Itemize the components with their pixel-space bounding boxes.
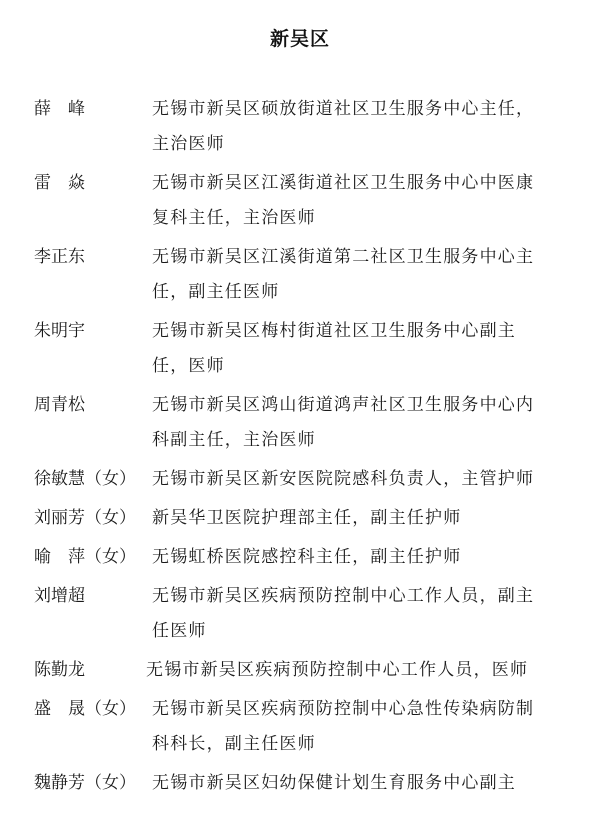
list-item bbox=[0, 92, 600, 162]
person-name: 盛 晟（女） bbox=[34, 699, 136, 719]
person-position: 无锡市新吴区江溪街道第二社区卫生服务中心主任，副主任医师 bbox=[152, 247, 535, 302]
list-item bbox=[0, 501, 600, 536]
person-name: 雷 焱 bbox=[34, 173, 85, 193]
person-name: 李正东 bbox=[34, 247, 85, 267]
person-name: 周青松 bbox=[34, 395, 85, 415]
person-position: 新吴华卫医院护理部主任，副主任护师 bbox=[152, 508, 462, 528]
page-title: 新吴区 bbox=[269, 28, 330, 50]
person-position: 无锡市新吴区硕放街道社区卫生服务中心主任，主治医师 bbox=[152, 99, 535, 154]
person-name: 刘丽芳（女） bbox=[34, 508, 136, 528]
person-position: 无锡虹桥医院感控科主任，副主任护师 bbox=[152, 547, 462, 567]
person-position: 无锡市新吴区妇幼保健计划生育服务中心副主 bbox=[152, 773, 516, 793]
list-item bbox=[0, 388, 600, 458]
person-name: 陈勤龙 bbox=[34, 660, 85, 680]
list-item bbox=[0, 240, 600, 310]
person-name: 喻 萍（女） bbox=[34, 547, 136, 567]
entry-list bbox=[0, 92, 600, 805]
list-item bbox=[0, 166, 600, 236]
list-item bbox=[0, 314, 600, 384]
person-position: 无锡市新吴区疾病预防控制中心工作人员，副主任医师 bbox=[152, 586, 535, 641]
person-name: 刘增超 bbox=[34, 586, 85, 606]
list-item bbox=[0, 766, 600, 801]
list-item bbox=[0, 579, 600, 649]
person-position: 无锡市新吴区疾病预防控制中心工作人员，医师 bbox=[146, 660, 529, 680]
person-name: 朱明宇 bbox=[34, 321, 85, 341]
list-item bbox=[0, 653, 600, 688]
person-name: 薛 峰 bbox=[34, 99, 85, 119]
person-position: 无锡市新吴区梅村街道社区卫生服务中心副主任，医师 bbox=[152, 321, 516, 376]
person-position: 无锡市新吴区江溪街道社区卫生服务中心中医康复科主任，主治医师 bbox=[152, 173, 535, 228]
person-position: 无锡市新吴区新安医院院感科负责人，主管护师 bbox=[152, 469, 535, 489]
person-position: 无锡市新吴区鸿山街道鸿声社区卫生服务中心内科副主任，主治医师 bbox=[152, 395, 535, 450]
list-item bbox=[0, 462, 600, 497]
person-name: 徐敏慧（女） bbox=[34, 469, 136, 489]
person-position: 无锡市新吴区疾病预防控制中心急性传染病防制科科长，副主任医师 bbox=[152, 699, 535, 754]
list-item bbox=[0, 692, 600, 762]
list-item bbox=[0, 540, 600, 575]
person-name: 魏静芳（女） bbox=[34, 773, 136, 793]
